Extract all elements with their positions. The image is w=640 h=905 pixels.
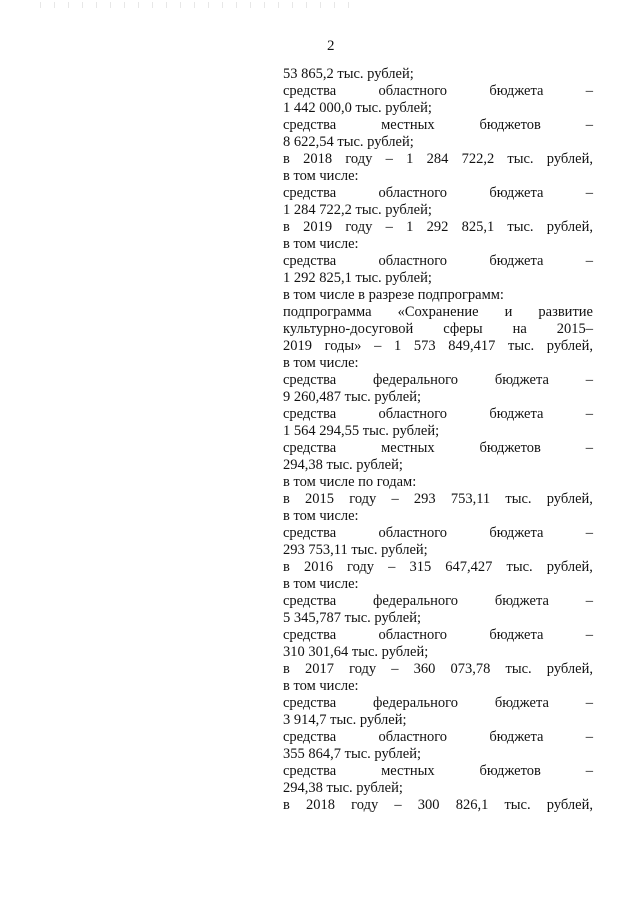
word: – xyxy=(585,253,593,269)
word: областного xyxy=(378,406,448,422)
word: году xyxy=(349,491,377,507)
word: местных xyxy=(381,440,435,456)
word: бюджета xyxy=(489,525,544,541)
text-line xyxy=(283,491,593,508)
word: году xyxy=(349,661,377,677)
word: 849,417 xyxy=(448,338,496,354)
text-line xyxy=(283,372,593,389)
word: – xyxy=(391,661,399,677)
text-line xyxy=(283,83,593,100)
word: 2016 xyxy=(303,559,333,575)
word: тыс. xyxy=(507,219,534,235)
word: – xyxy=(585,627,593,643)
word: рублей, xyxy=(546,491,593,507)
word: году xyxy=(347,559,375,575)
text-line: в том числе: xyxy=(283,168,359,184)
word: средства xyxy=(283,627,337,643)
text-line: в том числе: xyxy=(283,576,359,592)
word: областного xyxy=(378,253,448,269)
text-line xyxy=(283,406,593,423)
word: 360 xyxy=(413,661,436,677)
word: в xyxy=(283,219,290,235)
text-line xyxy=(283,219,593,236)
word: – xyxy=(585,763,593,779)
text-line xyxy=(283,440,593,457)
text-line xyxy=(283,321,593,338)
word: областного xyxy=(378,627,448,643)
word: – xyxy=(585,695,593,711)
word: 647,427 xyxy=(445,559,493,575)
word: рублей, xyxy=(546,338,593,354)
text-line: 5 345,787 тыс. рублей; xyxy=(283,610,421,626)
text-line xyxy=(283,338,593,355)
word: областного xyxy=(378,185,448,201)
word: рублей, xyxy=(546,559,593,575)
word: 292 xyxy=(426,219,449,235)
word: – xyxy=(585,440,593,456)
word: бюджета xyxy=(494,695,549,711)
word: бюджета xyxy=(489,627,544,643)
word: 1 xyxy=(406,151,414,167)
word: средства xyxy=(283,763,337,779)
word: 2019 xyxy=(303,219,333,235)
word: средства xyxy=(283,440,337,456)
word: средства xyxy=(283,372,337,388)
word: средства xyxy=(283,525,337,541)
word: «Сохранение xyxy=(397,304,479,320)
word: – xyxy=(388,559,396,575)
word: – xyxy=(585,372,593,388)
word: 315 xyxy=(409,559,432,575)
text-line xyxy=(283,593,593,610)
word: развитие xyxy=(538,304,593,320)
word: – xyxy=(585,593,593,609)
word: бюджета xyxy=(489,253,544,269)
word: 722,2 xyxy=(461,151,495,167)
word: местных xyxy=(381,763,435,779)
word: средства xyxy=(283,185,337,201)
text-line xyxy=(283,559,593,576)
word: – xyxy=(374,338,382,354)
word: тыс. xyxy=(505,661,532,677)
text-line: 1 292 825,1 тыс. рублей; xyxy=(283,270,432,286)
word: средства xyxy=(283,729,337,745)
text-line: 355 864,7 тыс. рублей; xyxy=(283,746,421,762)
word: рублей, xyxy=(546,797,593,813)
word: – xyxy=(585,525,593,541)
word: культурно-досуговой xyxy=(283,321,414,337)
text-line xyxy=(283,525,593,542)
word: 300 xyxy=(417,797,440,813)
text-line xyxy=(283,185,593,202)
word: рублей, xyxy=(546,151,593,167)
word: 293 xyxy=(413,491,436,507)
word: бюджетов xyxy=(479,763,541,779)
text-line: 8 622,54 тыс. рублей; xyxy=(283,134,414,150)
word: 2015 xyxy=(305,491,335,507)
text-line xyxy=(283,151,593,168)
word: 1 xyxy=(393,338,402,354)
word: бюджетов xyxy=(479,440,541,456)
word: – xyxy=(585,117,593,133)
text-line xyxy=(283,661,593,678)
word: средства xyxy=(283,695,337,711)
word: 073,78 xyxy=(450,661,491,677)
word: в xyxy=(283,559,290,575)
word: бюджетов xyxy=(479,117,541,133)
scan-artifact xyxy=(40,2,360,8)
document-body xyxy=(283,66,593,814)
word: областного xyxy=(378,83,448,99)
text-line xyxy=(283,763,593,780)
word: – xyxy=(585,185,593,201)
word: тыс. xyxy=(507,151,534,167)
word: 826,1 xyxy=(455,797,489,813)
word: годы» xyxy=(324,338,362,354)
word: в xyxy=(283,491,290,507)
word: федерального xyxy=(373,372,458,388)
text-line: в том числе: xyxy=(283,678,359,694)
text-line xyxy=(283,627,593,644)
page-number: 2 xyxy=(327,38,335,54)
word: федерального xyxy=(373,593,458,609)
word: 284 xyxy=(426,151,449,167)
text-line: 294,38 тыс. рублей; xyxy=(283,780,403,796)
word: году xyxy=(345,151,373,167)
word: на xyxy=(512,321,527,337)
word: областного xyxy=(378,525,448,541)
word: средства xyxy=(283,253,337,269)
word: рублей, xyxy=(546,661,593,677)
word: – xyxy=(385,151,393,167)
word: – xyxy=(585,83,593,99)
word: средства xyxy=(283,117,337,133)
word: 2017 xyxy=(304,661,334,677)
text-line: в том числе: xyxy=(283,355,359,371)
text-line: 1 284 722,2 тыс. рублей; xyxy=(283,202,432,218)
word: тыс. xyxy=(505,491,532,507)
text-line xyxy=(283,117,593,134)
word: 2018 xyxy=(306,797,336,813)
word: федерального xyxy=(373,695,458,711)
text-line: 9 260,487 тыс. рублей; xyxy=(283,389,421,405)
word: 1 xyxy=(406,219,414,235)
text-line: 293 753,11 тыс. рублей; xyxy=(283,542,428,558)
text-line: 310 301,64 тыс. рублей; xyxy=(283,644,429,660)
word: средства xyxy=(283,593,337,609)
word: бюджета xyxy=(489,729,544,745)
word: – xyxy=(585,729,593,745)
text-line: в том числе: xyxy=(283,236,359,252)
word: и xyxy=(504,304,513,320)
word: бюджета xyxy=(489,83,544,99)
word: 753,11 xyxy=(450,491,491,507)
word: 825,1 xyxy=(461,219,495,235)
word: – xyxy=(391,491,399,507)
word: тыс. xyxy=(506,559,533,575)
text-line: 294,38 тыс. рублей; xyxy=(283,457,403,473)
word: бюджета xyxy=(494,593,549,609)
text-line xyxy=(283,253,593,270)
word: областного xyxy=(378,729,448,745)
word: тыс. xyxy=(504,797,531,813)
word: в xyxy=(283,797,290,813)
text-line xyxy=(283,797,593,814)
word: 2015– xyxy=(556,321,593,337)
word: средства xyxy=(283,406,337,422)
word: средства xyxy=(283,83,337,99)
word: 2019 xyxy=(283,338,312,354)
word: тыс. xyxy=(508,338,535,354)
text-line: 3 914,7 тыс. рублей; xyxy=(283,712,407,728)
word: – xyxy=(394,797,402,813)
text-line: в том числе по годам: xyxy=(283,474,417,490)
text-line: в том числе в разрезе подпрограмм: xyxy=(283,287,504,303)
text-line xyxy=(283,304,593,321)
word: году xyxy=(345,219,373,235)
text-line: 1 442 000,0 тыс. рублей; xyxy=(283,100,432,116)
text-line: в том числе: xyxy=(283,508,359,524)
word: бюджета xyxy=(489,185,544,201)
word: подпрограмма xyxy=(283,304,372,320)
word: 573 xyxy=(413,338,436,354)
text-line: 1 564 294,55 тыс. рублей; xyxy=(283,423,440,439)
word: в xyxy=(283,661,290,677)
text-line xyxy=(283,729,593,746)
word: бюджета xyxy=(494,372,549,388)
word: – xyxy=(585,406,593,422)
word: в xyxy=(283,151,290,167)
word: 2018 xyxy=(303,151,333,167)
text-line: 53 865,2 тыс. рублей; xyxy=(283,66,414,82)
word: бюджета xyxy=(489,406,544,422)
text-line xyxy=(283,695,593,712)
word: – xyxy=(385,219,393,235)
word: местных xyxy=(381,117,435,133)
word: году xyxy=(351,797,379,813)
word: сферы xyxy=(443,321,483,337)
word: рублей, xyxy=(546,219,593,235)
